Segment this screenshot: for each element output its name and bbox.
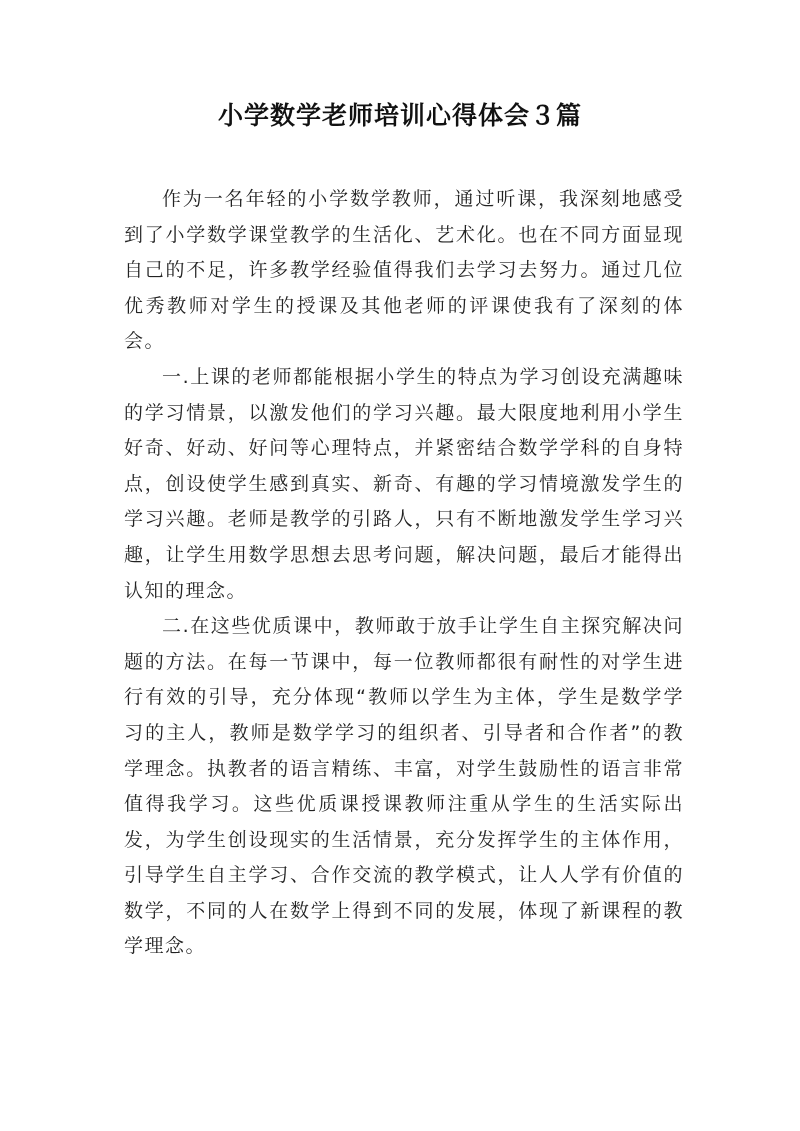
document-body <box>124 182 684 965</box>
paragraph-point-two: 二.在这些优质课中，教师敢于放手让学生自主探究解决问题的方法。在每一节课中，每一位教师都很有耐性的对学生进行有效的引导，充分体现“教师以学生为主体，学生是数学学习的主人，教师是数学学习的组织者、引导者和合作者”的教学理念。执教者的语言精练、丰富，对学生鼓励性的语言非常值得我学习。这些优质课授课教师注重从学生的生活实际出发，为学生创设现实的生活情景，充分发挥学生的主体作用，引导学生自主学习、合作交流的教学模式，让人人学有价值的数学，不同的人在数学上得到不同的发展，体现了新课程的教学理念。 <box>124 615 684 958</box>
paragraph-intro: 作为一名年轻的小学数学教师，通过听课，我深刻地感受到了小学数学课堂教学的生活化、艺术化。也在不同方面显现自己的不足，许多教学经验值得我们去学习去努力。通过几位优秀教师对学生的授课及其他老师的评课使我有了深刻的体会。 <box>124 188 684 353</box>
document-title: 小学数学老师培训心得体会３篇 <box>217 101 582 130</box>
paragraph-point-one: 一.上课的老师都能根据小学生的特点为学习创设充满趣味的学习情景，以激发他们的学习兴趣。最大限度地利用小学生好奇、好动、好问等心理特点，并紧密结合数学学科的自身特点，创设使学生感到真实、新奇、有趣的学习情境激发学生的学习兴趣。老师是教学的引路人，只有不断地激发学生学习兴趣，让学生用数学思想去思考问题，解决问题，最后才能得出认知的理念。 <box>124 365 684 602</box>
